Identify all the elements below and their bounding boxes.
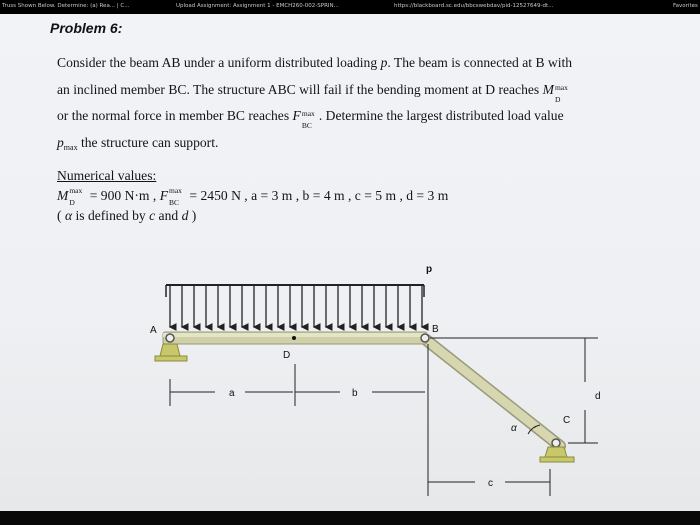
label-c: C	[563, 415, 571, 426]
label-alpha: α	[511, 423, 517, 434]
load-arrows	[170, 285, 422, 327]
label-dim-c: c	[488, 478, 493, 489]
member-bc	[425, 339, 560, 446]
browser-url[interactable]: https://blackboard.sc.edu/bbcswebdav/pid-12527649-dt...	[394, 3, 554, 9]
dimension-lines	[170, 338, 598, 496]
label-dim-a: a	[229, 388, 235, 399]
numerical-values-line: M max D = 900 N·m , F max BC = 2450 N , a = 3 m , b = 4 m , c = 5 m , d = 3 m	[57, 186, 449, 207]
statement-line-2: an inclined member BC. The structure ABC will fail if the bending moment at D reaches M max D	[57, 81, 568, 104]
browser-favorites[interactable]: Favorites	[673, 3, 698, 9]
point-d-marker	[292, 336, 296, 340]
statement-line-4: $p_{max}$ the structure can support.	[57, 134, 219, 152]
browser-tab-upload-assignment[interactable]: Upload Assignment: Assignment 1 - EMCH260-002-SPRIN...	[176, 3, 339, 9]
alpha-note: ( α is defined by c and d )	[57, 208, 197, 223]
browser-tab-bar	[0, 0, 700, 14]
numerical-heading: Numerical values:	[57, 168, 157, 183]
pin-b	[421, 334, 429, 342]
load-label-p: p	[426, 264, 433, 275]
label-d: D	[283, 350, 291, 361]
label-dim-b: b	[352, 388, 358, 399]
label-a: A	[150, 325, 157, 336]
bottom-bezel	[0, 511, 700, 525]
document-viewer	[0, 14, 700, 511]
browser-tab-truss[interactable]: Truss Shown Below. Determine: (a) Rea... | C...	[2, 3, 130, 9]
statement-line-3: or the normal force in member BC reaches F max BC . Determine the largest distributed load value	[57, 108, 564, 130]
pin-support-c	[540, 439, 574, 462]
problem-title: Problem 6:	[50, 20, 123, 36]
statement-line-1: Consider the beam AB under a uniform distributed loading p. The beam is connected at B with	[57, 55, 573, 70]
distributed-load	[166, 285, 424, 327]
label-dim-d: d	[595, 391, 601, 402]
structure-diagram	[0, 14, 700, 511]
label-b: B	[432, 324, 439, 335]
